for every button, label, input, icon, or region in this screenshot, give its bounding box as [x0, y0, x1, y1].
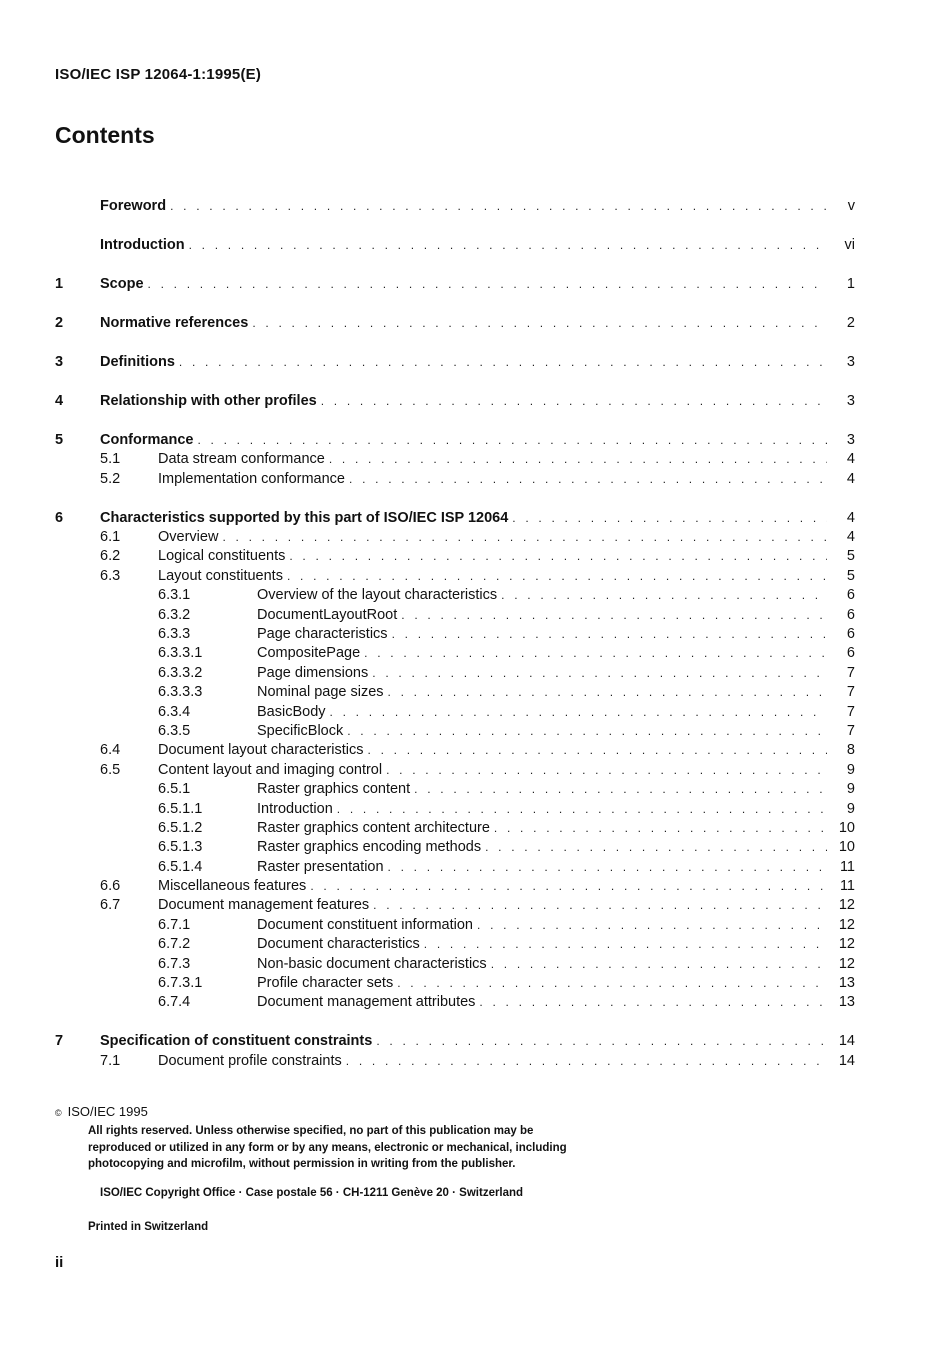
toc-entry[interactable] [55, 547, 855, 566]
toc-entry-title: Raster graphics content architecture [257, 819, 490, 836]
toc-entry-page: 6 [846, 587, 855, 604]
toc-entry-number: 4 [55, 392, 64, 409]
dot-leader [512, 509, 827, 528]
toc-entry-title: Introduction [257, 800, 333, 817]
toc-entry-page: 11 [839, 858, 855, 875]
dot-leader [287, 567, 827, 586]
toc-entry-title: CompositePage [257, 645, 361, 662]
toc-entry-page: 3 [846, 392, 855, 409]
toc-entry-title: Overview of the layout characteristics [257, 587, 498, 604]
rights-line: reproduced or utilized in any form or by any means, electronic or mechanical, including [88, 1141, 567, 1154]
dot-leader [397, 974, 827, 993]
toc-entry-page: 9 [846, 781, 855, 798]
toc-entry-number: 6.3.2 [158, 606, 191, 623]
toc-entry-number: 5 [55, 431, 64, 448]
toc-entry-title: Raster presentation [257, 858, 384, 875]
toc-entry[interactable] [55, 858, 855, 877]
toc-entry[interactable] [55, 780, 855, 799]
toc-entry-title: Non-basic document characteristics [257, 955, 487, 972]
toc-entry-title: Document layout characteristics [158, 742, 364, 759]
toc-entry-title: Raster graphics encoding methods [257, 839, 482, 856]
dot-leader [494, 819, 827, 838]
toc-entry[interactable] [55, 470, 855, 489]
toc-entry-page: 12 [838, 916, 855, 933]
toc-entry-title: Relationship with other profiles [100, 392, 317, 409]
toc-entry-number: 6.5.1 [158, 781, 191, 798]
dot-leader [392, 625, 827, 644]
toc-entry[interactable] [55, 664, 855, 683]
dot-leader [477, 916, 827, 935]
toc-entry[interactable] [55, 916, 855, 935]
running-header: ISO/IEC ISP 12064-1:1995(E) [55, 66, 262, 83]
toc-entry[interactable] [55, 644, 855, 663]
toc-entry-title: Logical constituents [158, 548, 286, 565]
dot-leader [148, 275, 827, 294]
page-title: Contents [55, 122, 155, 148]
toc-entry-number: 6.5.1.2 [158, 819, 203, 836]
toc-entry-title: Conformance [100, 431, 194, 448]
toc-entry-page: 12 [838, 897, 855, 914]
toc-entry-number: 6.6 [100, 878, 121, 895]
toc-entry-number: 6.3.3.2 [158, 664, 203, 681]
toc-entry[interactable] [55, 974, 855, 993]
copyright-notice [55, 1104, 148, 1119]
toc-entry-page: 6 [846, 606, 855, 623]
toc-entry-number: 7.1 [100, 1052, 121, 1069]
toc-entry-title: Specification of constituent constraints [100, 1033, 373, 1050]
dot-leader [310, 877, 827, 896]
dot-leader [424, 935, 827, 954]
table-of-contents [55, 197, 855, 1071]
toc-entry-number: 6.4 [100, 742, 121, 759]
toc-entry[interactable] [55, 761, 855, 780]
toc-entry[interactable] [55, 528, 855, 547]
toc-entry-title: Profile character sets [257, 975, 394, 992]
toc-entry-page: 13 [838, 975, 855, 992]
dot-leader [364, 644, 827, 663]
toc-entry-number: 6.3.3.3 [158, 684, 203, 701]
page-number: ii [55, 1254, 64, 1271]
toc-entry-number: 6.7.3.1 [158, 975, 203, 992]
rights-line: All rights reserved. Unless otherwise specified, no part of this publication may be [88, 1125, 534, 1137]
toc-entry-page: vi [844, 236, 855, 253]
toc-entry-title: Document profile constraints [158, 1052, 342, 1069]
rights-line: photocopying and microfilm, without permission in writing from the publisher. [88, 1158, 516, 1170]
dot-leader [289, 547, 827, 566]
dot-leader [349, 470, 827, 489]
toc-entry-page: 12 [838, 936, 855, 953]
toc-entry-number: 6.3.3 [158, 626, 191, 643]
toc-entry[interactable] [55, 877, 855, 896]
toc-entry-number: 5.1 [100, 451, 121, 468]
toc-entry-page: 4 [846, 451, 855, 468]
toc-entry-number: 6.5.1.1 [158, 800, 203, 817]
toc-entry[interactable] [55, 741, 855, 760]
toc-entry[interactable] [55, 838, 855, 857]
toc-entry-page: 6 [846, 645, 855, 662]
toc-entry-title: Characteristics supported by this part of ISO/IEC ISP 12064 [100, 509, 509, 526]
toc-entry[interactable] [55, 819, 855, 838]
toc-entry-number: 6.3.4 [158, 703, 191, 720]
dot-leader [479, 993, 827, 1012]
toc-entry-number: 6.3.3.1 [158, 645, 203, 662]
dot-leader [368, 741, 828, 760]
toc-entry-number: 6 [55, 509, 64, 526]
toc-entry-title: Page characteristics [257, 626, 388, 643]
toc-entry[interactable] [55, 1052, 855, 1071]
dot-leader [197, 431, 827, 450]
toc-entry-page: 4 [846, 529, 855, 546]
toc-entry-page: 7 [846, 722, 855, 739]
toc-entry-number: 6.2 [100, 548, 121, 565]
toc-entry-title: Document management attributes [257, 994, 476, 1011]
dot-leader [414, 780, 827, 799]
dot-leader [321, 392, 827, 411]
copyright-owner: ISO/IEC 1995 [67, 1104, 148, 1119]
toc-entry[interactable] [55, 236, 855, 255]
toc-entry[interactable] [55, 431, 855, 450]
toc-entry-page: 3 [846, 431, 855, 448]
toc-entry[interactable] [55, 197, 855, 216]
toc-entry-page: v [847, 198, 855, 214]
toc-entry[interactable] [55, 955, 855, 974]
toc-entry-title: BasicBody [257, 703, 326, 720]
toc-entry-page: 10 [838, 819, 855, 836]
toc-entry-title: Document characteristics [257, 936, 420, 953]
dot-leader [346, 1052, 827, 1071]
toc-entry[interactable] [55, 1032, 855, 1051]
toc-entry-page: 7 [846, 684, 855, 701]
toc-entry-title: Overview [158, 529, 219, 546]
toc-entry-title: Definitions [100, 353, 175, 370]
dot-leader [376, 1032, 827, 1051]
dot-leader [222, 528, 827, 547]
toc-entry[interactable] [55, 935, 855, 954]
dot-leader [485, 838, 827, 857]
toc-entry-number: 6.3 [100, 567, 121, 584]
toc-entry-title: Page dimensions [257, 664, 369, 681]
toc-entry-title: Introduction [100, 236, 185, 253]
toc-entry-title: Document constituent information [257, 916, 473, 933]
dot-leader [388, 683, 827, 702]
dot-leader [501, 586, 827, 605]
copyright-office-address: ISO/IEC Copyright Office · Case postale 56 · CH-1211 Genève 20 · Switzerland [100, 1187, 524, 1199]
toc-entry-page: 13 [838, 994, 855, 1011]
toc-entry[interactable] [55, 722, 855, 741]
copyright-symbol: © [55, 1108, 62, 1118]
toc-entry-number: 6.7.2 [158, 936, 191, 953]
dot-leader [491, 955, 827, 974]
toc-entry-number: 6.3.1 [158, 587, 191, 604]
toc-entry-page: 5 [846, 567, 855, 584]
dot-leader [170, 197, 827, 216]
toc-entry-page: 7 [846, 664, 855, 681]
toc-entry[interactable] [55, 993, 855, 1012]
dot-leader [179, 353, 827, 372]
toc-entry[interactable] [55, 586, 855, 605]
dot-leader [373, 896, 827, 915]
toc-entry-title: Normative references [100, 314, 249, 331]
toc-entry[interactable] [55, 509, 855, 528]
dot-leader [388, 858, 827, 877]
toc-entry-title: Document management features [158, 897, 370, 914]
printed-in: Printed in Switzerland [88, 1221, 209, 1233]
toc-entry-number: 5.2 [100, 470, 121, 487]
toc-entry-number: 7 [55, 1033, 64, 1050]
rights-statement [88, 1123, 608, 1173]
toc-entry-page: 7 [846, 703, 855, 720]
toc-entry[interactable] [55, 606, 855, 625]
toc-entry-page: 1 [846, 275, 855, 292]
toc-entry-page: 4 [846, 509, 855, 526]
toc-entry-title: Content layout and imaging control [158, 761, 383, 778]
toc-entry-title: Scope [100, 275, 144, 292]
toc-entry-page: 11 [839, 878, 855, 895]
toc-entry-number: 6.7.1 [158, 916, 191, 933]
toc-entry-title: Miscellaneous features [158, 878, 307, 895]
toc-entry-title: DocumentLayoutRoot [257, 606, 398, 623]
toc-entry[interactable] [55, 703, 855, 722]
toc-entry-number: 2 [55, 314, 64, 331]
toc-entry[interactable] [55, 800, 855, 819]
dot-leader [329, 450, 827, 469]
toc-entry-page: 5 [846, 548, 855, 565]
dot-leader [386, 761, 827, 780]
toc-entry-page: 2 [846, 314, 855, 331]
toc-entry-page: 6 [846, 626, 855, 643]
toc-entry-page: 10 [838, 839, 855, 856]
dot-leader [330, 703, 827, 722]
toc-entry-title: Foreword [100, 198, 167, 214]
toc-entry-page: 9 [846, 800, 855, 817]
toc-entry-page: 8 [846, 742, 855, 759]
toc-entry-number: 6.5 [100, 761, 121, 778]
toc-entry-title: Raster graphics content [257, 781, 411, 798]
toc-entry-page: 14 [838, 1052, 855, 1069]
toc-entry-number: 6.3.5 [158, 722, 191, 739]
toc-entry[interactable] [55, 392, 855, 411]
toc-entry-number: 6.1 [100, 529, 121, 546]
toc-entry-number: 6.7.3 [158, 955, 191, 972]
toc-entry-number: 1 [55, 275, 64, 292]
toc-entry-number: 3 [55, 353, 64, 370]
toc-entry[interactable] [55, 567, 855, 586]
toc-entry-number: 6.5.1.4 [158, 858, 203, 875]
toc-entry-number: 6.5.1.3 [158, 839, 203, 856]
dot-leader [337, 800, 827, 819]
toc-entry-title: SpecificBlock [257, 722, 344, 739]
toc-entry-page: 14 [838, 1033, 855, 1050]
toc-entry-number: 6.7 [100, 897, 121, 914]
toc-entry-page: 12 [838, 955, 855, 972]
toc-entry[interactable] [55, 353, 855, 372]
toc-entry[interactable] [55, 450, 855, 469]
toc-entry[interactable] [55, 314, 855, 333]
toc-entry[interactable] [55, 275, 855, 294]
toc-entry-page: 3 [846, 353, 855, 370]
toc-entry-title: Implementation conformance [158, 470, 345, 487]
dot-leader [252, 314, 827, 333]
toc-entry[interactable] [55, 896, 855, 915]
toc-entry-page: 9 [846, 761, 855, 778]
toc-entry-number: 6.7.4 [158, 994, 191, 1011]
toc-entry-title: Data stream conformance [158, 451, 325, 468]
toc-entry-page: 4 [846, 470, 855, 487]
dot-leader [372, 664, 827, 683]
dot-leader [347, 722, 827, 741]
dot-leader [189, 236, 827, 255]
dot-leader [401, 606, 827, 625]
toc-entry[interactable] [55, 625, 855, 644]
toc-entry-title: Nominal page sizes [257, 684, 384, 701]
toc-entry-title: Layout constituents [158, 567, 283, 584]
toc-entry[interactable] [55, 683, 855, 702]
